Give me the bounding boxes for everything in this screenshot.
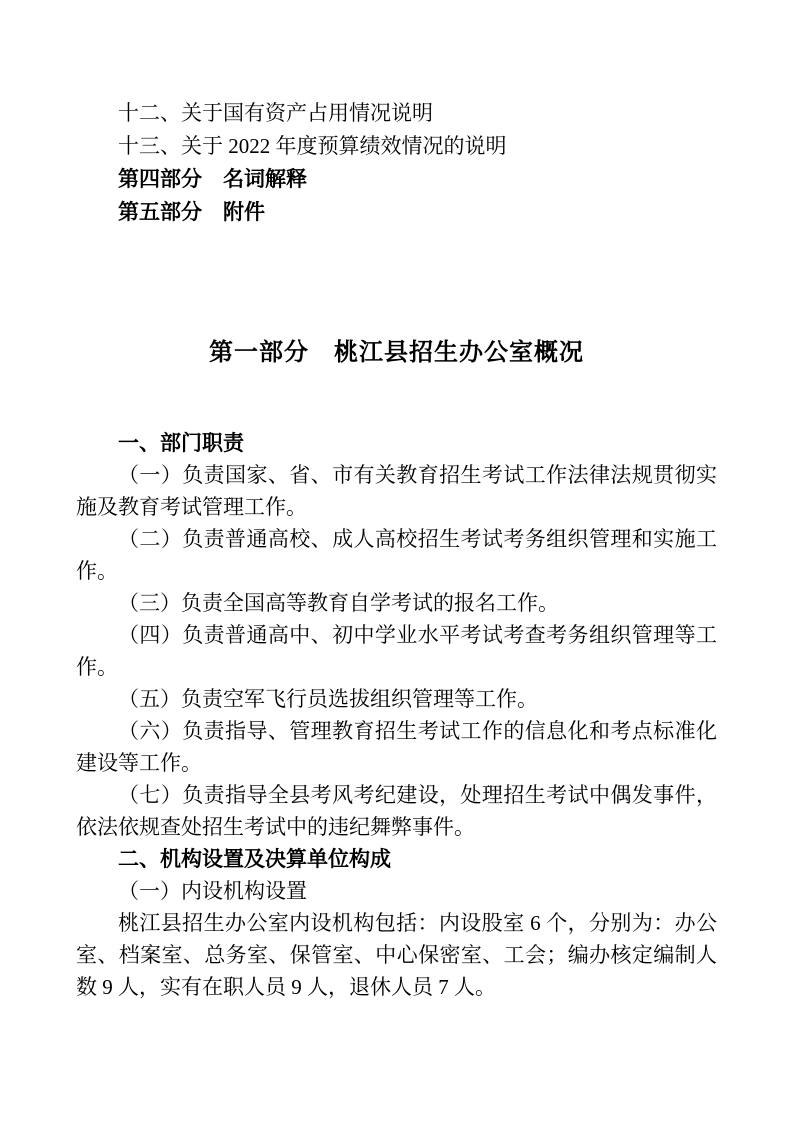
toc-item-part4: 第四部分 名词解释 (118, 167, 307, 191)
toc-item-part5: 第五部分 附件 (118, 200, 265, 224)
body-paragraph: （七）负责指导全县考风考纪建设，处理招生考试中偶发事件，依法依规查处招生考试中的违纪舞弊事件。 (76, 783, 717, 839)
body-paragraph: （五）负责空军飞行员选拔组织管理等工作。 (118, 687, 538, 711)
body-paragraph: （一）内设机构设置 (118, 879, 307, 903)
table-of-contents (76, 97, 717, 229)
body-paragraph: （六）负责指导、管理教育招生考试工作的信息化和考点标准化建设等工作。 (76, 719, 717, 775)
body-text (76, 427, 717, 1003)
body-heading-structure: 二、机构设置及决算单位构成 (118, 847, 391, 871)
body-paragraph: （三）负责全国高等教育自学考试的报名工作。 (118, 591, 559, 615)
body-paragraph: （二）负责普通高校、成人高校招生考试考务组织管理和实施工作。 (76, 527, 717, 583)
section-title: 第一部分 桃江县招生办公室概况 (209, 340, 584, 366)
body-paragraph: 桃江县招生办公室内设机构包括：内设股室 6 个，分别为：办公室、档案室、总务室、保管室、中心保密室、工会；编办核定编制人数 9 人，实有在职人员 9 人，退休人员 7 人。 (76, 911, 717, 999)
body-heading-duties: 一、部门职责 (118, 431, 244, 455)
toc-item: 十二、关于国有资产占用情况说明 (118, 101, 433, 125)
body-paragraph: （四）负责普通高中、初中学业水平考试考查考务组织管理等工作。 (76, 623, 717, 679)
toc-item: 十三、关于 2022 年度预算绩效情况的说明 (118, 134, 507, 158)
body-paragraph: （一）负责国家、省、市有关教育招生考试工作法律法规贯彻实施及教育考试管理工作。 (76, 463, 717, 519)
